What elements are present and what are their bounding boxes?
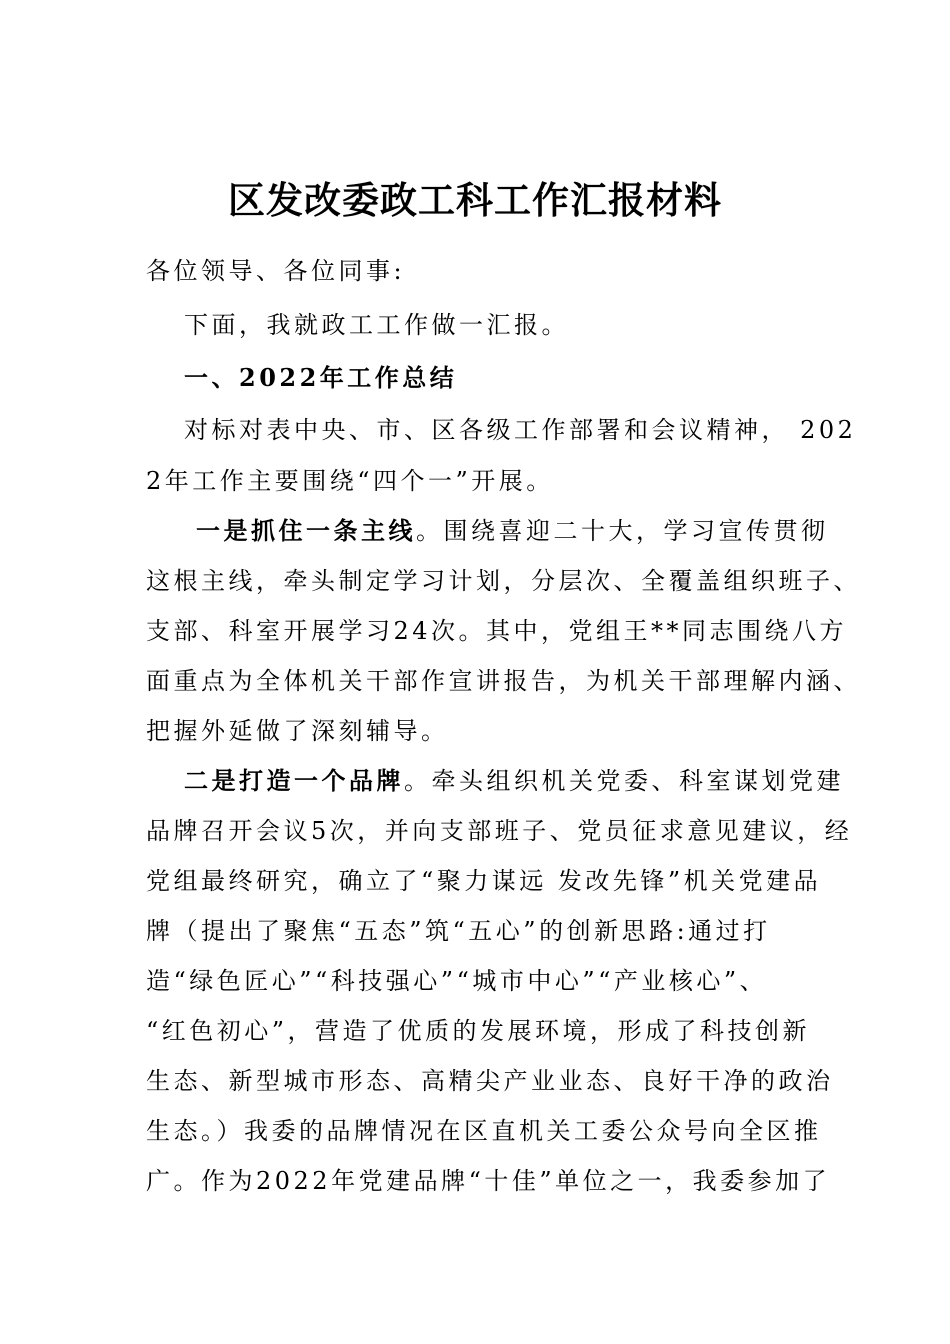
point2-line: 生态。）我委的品牌情况在区直机关工委公众号向全区推 [146,1117,822,1145]
document-title: 区发改委政工科工作汇报材料 [228,178,722,222]
summary-line-1: 对标对表中央、市、区各级工作部署和会议精神， 202 [184,416,857,444]
point2-line: “红色初心”，营造了优质的发展环境，形成了科技创新 [146,1017,811,1045]
point2-first-rest: 。牵头组织机关党委、科室谋划党建 [404,767,844,795]
point2-line: 党组最终研究，确立了“聚力谋远 发改先锋”机关党建品 [146,867,822,895]
point1-line: 把握外延做了深刻辅导。 [146,717,449,745]
point1-line: 这根主线，牵头制定学习计划，分层次、全覆盖组织班子、 [146,567,861,595]
section-heading-1: 一、2022年工作总结 [184,363,458,392]
point2-lead: 二是打造一个品牌 [184,766,404,795]
point1-line: 支部、科室开展学习24次。其中，党组王**同志围绕八方 [146,617,848,645]
point2-line: 牌（提出了聚焦“五态”筑“五心”的创新思路:通过打 [146,917,771,945]
intro-paragraph: 下面，我就政工工作做一汇报。 [184,311,569,339]
point1-line: 面重点为全体机关干部作宣讲报告，为机关干部理解内涵、 [146,667,861,695]
point2-line: 造“绿色匠心”“科技强心”“城市中心”“产业核心”、 [146,967,768,995]
summary-line-2: 2年工作主要围绕“四个一”开展。 [146,467,554,495]
point2-line: 品牌召开会议5次，并向支部班子、党员征求意见建议，经 [146,817,853,845]
point1-first-line [196,513,829,549]
point1-first-rest: 。围绕喜迎二十大，学习宣传贯彻 [416,517,829,545]
greeting: 各位领导、各位同事: [146,257,406,285]
point2-line: 广。作为2022年党建品牌“十佳”单位之一，我委参加了 [146,1167,831,1195]
point2-line: 生态、新型城市形态、高精尖产业业态、良好干净的政治 [146,1067,834,1095]
point2-first-line [184,763,844,799]
point1-lead: 一是抓住一条主线 [196,516,416,545]
